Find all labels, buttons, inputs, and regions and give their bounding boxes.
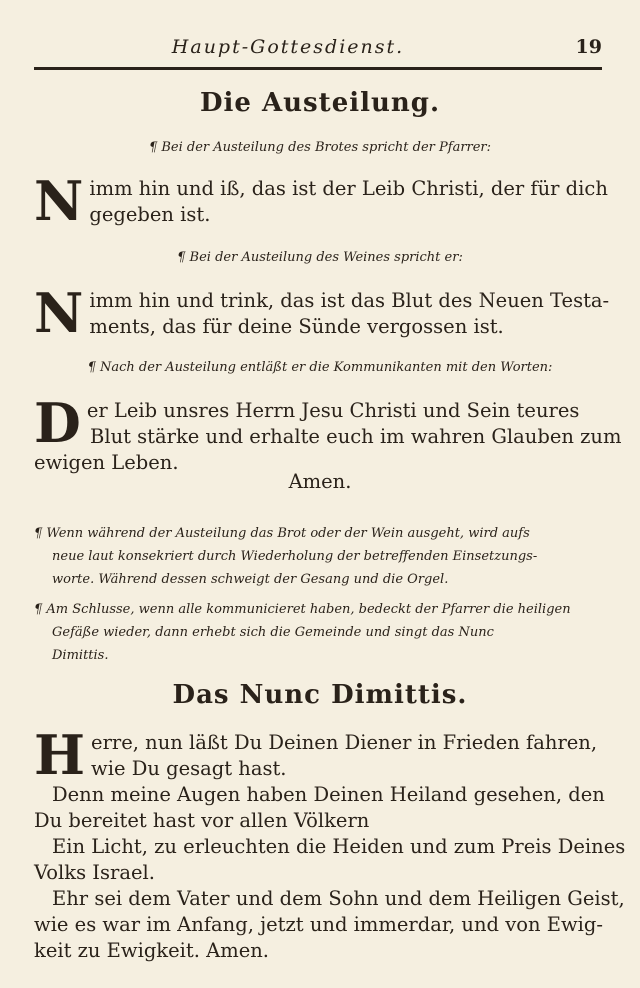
- text-line: wie Du gesagt hast.: [91, 757, 287, 780]
- header-rule: [34, 67, 602, 70]
- page-number: 19: [575, 36, 602, 58]
- text-line: Ehr sei dem Vater und dem Sohn und dem Heiligen Geist,: [52, 887, 625, 910]
- running-head: [34, 36, 602, 66]
- amen: Amen.: [288, 470, 352, 493]
- section-title-nunc-dimittis: Das Nunc Dimittis.: [172, 680, 468, 710]
- text-line: Du bereitet hast vor allen Völkern: [34, 809, 370, 832]
- note-line: ¶ Wenn während der Austeilung das Brot oder der Wein ausgeht, wird aufs: [34, 526, 530, 541]
- running-title: Haupt-Gottesdienst.: [171, 36, 405, 58]
- note-reconsecration: [34, 522, 602, 591]
- text-line: ewigen Leben.: [34, 451, 179, 474]
- section-title-austeilung: Die Austeilung.: [199, 88, 441, 118]
- text-line: ments, das für deine Sünde vergossen ist.: [89, 315, 504, 338]
- text-line: Blut stärke und erhalte euch im wahren Glauben zum: [90, 425, 622, 448]
- note-line: Gefäße wieder, dann erhebt sich die Gemeinde und singt das Nunc: [52, 625, 494, 640]
- text-line: gegeben ist.: [89, 203, 211, 226]
- text-line: er Leib unsres Herrn Jesu Christi und Sein teures: [86, 399, 580, 422]
- text-line: Volks Israel.: [34, 861, 155, 884]
- text-line: Denn meine Augen haben Deinen Heiland gesehen, den: [52, 783, 605, 806]
- dropcap: N: [34, 281, 84, 345]
- text-line: keit zu Ewigkeit. Amen.: [34, 939, 269, 962]
- note-line: neue laut konsekriert durch Wiederholung der betreffenden Einsetzungs-: [52, 549, 538, 564]
- rubric-bread: ¶ Bei der Austeilung des Brotes spricht der Pfarrer:: [148, 140, 492, 155]
- note-line: Dimittis.: [52, 648, 109, 663]
- note-line: ¶ Am Schlusse, wenn alle kommunicieret haben, bedeckt der Pfarrer die heiligen: [34, 602, 571, 617]
- note-conclusion: [34, 598, 602, 667]
- bread-words: [34, 169, 608, 233]
- dismissal-words: [34, 391, 622, 476]
- text-line: erre, nun läßt Du Deinen Diener in Frieden fahren,: [91, 731, 598, 754]
- dropcap: D: [34, 391, 81, 455]
- rubric-wine: ¶ Bei der Austeilung des Weines spricht er:: [177, 250, 463, 265]
- nunc-dimittis-text: [34, 723, 626, 964]
- text-line: imm hin und iß, das ist der Leib Christi, der für dich: [89, 177, 608, 200]
- wine-words: [34, 281, 610, 345]
- dropcap: N: [34, 169, 84, 233]
- note-line: worte. Während dessen schweigt der Gesang und die Orgel.: [52, 572, 449, 587]
- text-line: imm hin und trink, das ist das Blut des Neuen Testa-: [89, 289, 610, 312]
- dropcap: H: [34, 723, 86, 787]
- text-line: Ein Licht, zu erleuchten die Heiden und zum Preis Deines: [52, 835, 626, 858]
- text-line: wie es war im Anfang, jetzt und immerdar, und von Ewig-: [34, 913, 603, 936]
- rubric-dismissal: ¶ Nach der Austeilung entläßt er die Kommunikanten mit den Worten:: [87, 360, 553, 375]
